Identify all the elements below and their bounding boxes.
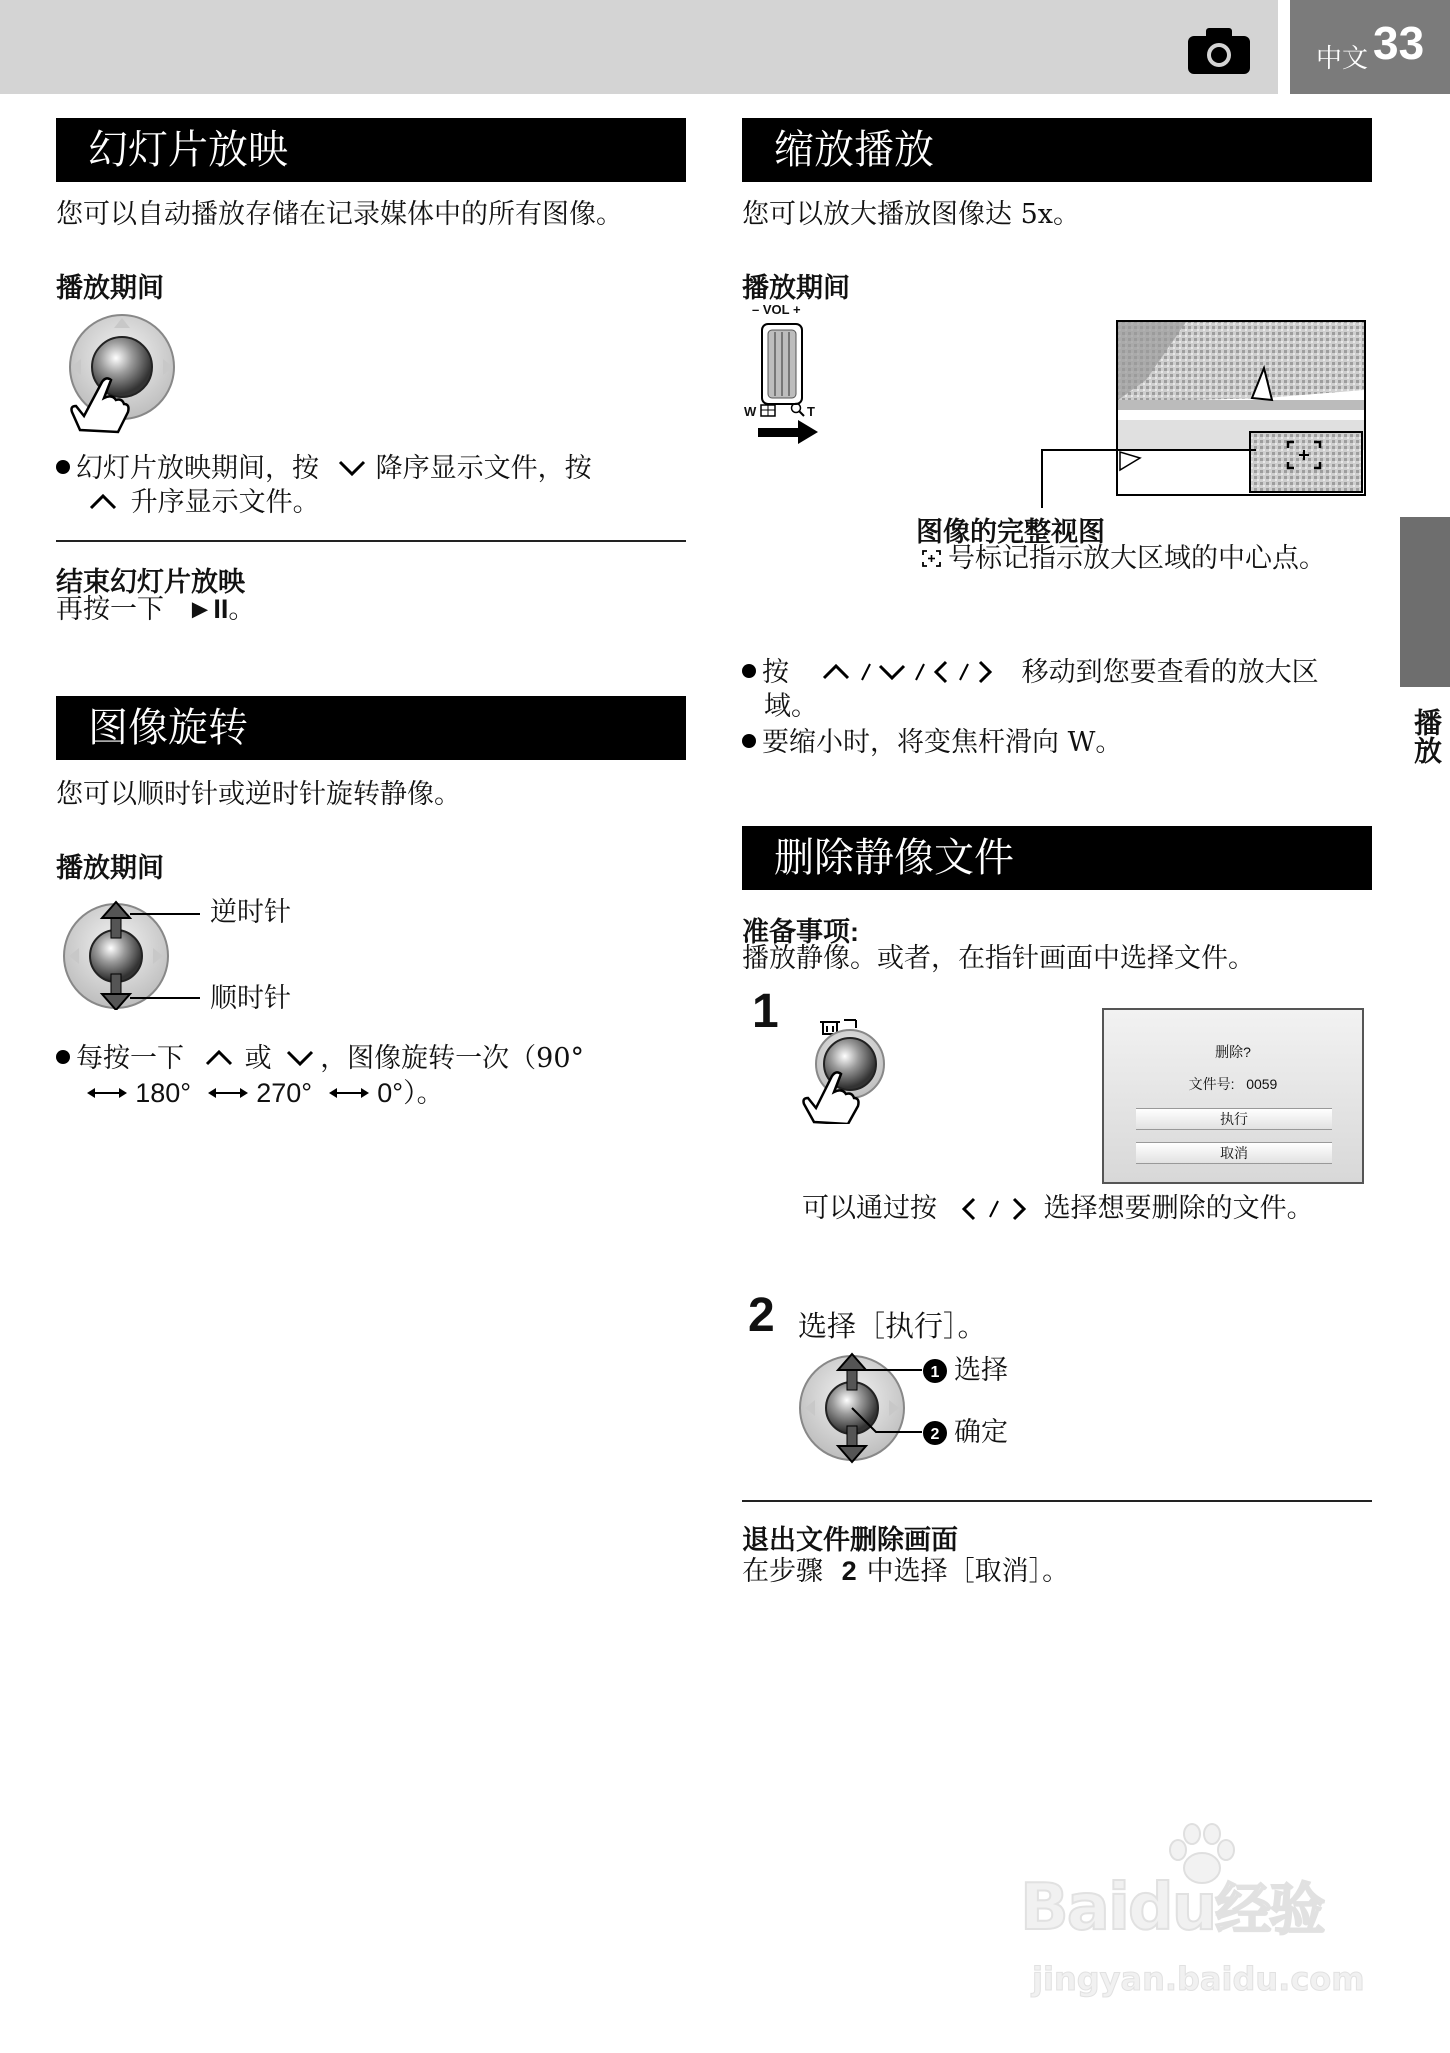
magnify-icon — [790, 402, 806, 418]
dialog-title: 删除? — [1215, 1044, 1251, 1060]
exit-heading: 退出文件删除画面 — [742, 1525, 958, 1555]
page-tab — [1290, 0, 1450, 94]
down-arrow-icon — [336, 457, 368, 479]
watermark-brand: Baidu经验 — [1020, 1871, 1324, 1945]
play-pause-icon: ►II — [186, 594, 229, 624]
label-clockwise: 顺时针 — [210, 983, 291, 1014]
prep-heading: 准备事项: — [742, 917, 859, 947]
rotate-bullet: 每按一下 或 ，图像旋转一次（90° 180° 270° 0°）。 — [56, 1042, 696, 1111]
zoom-bullet-1: 按 移动到您要查看的放大区 域。 — [742, 656, 1382, 724]
double-arrow-icon — [87, 1086, 127, 1100]
section-title-zoom: 缩放播放 — [742, 118, 1372, 182]
down-arrow-icon — [284, 1047, 316, 1069]
double-arrow-icon — [208, 1086, 248, 1100]
divider — [56, 540, 686, 542]
full-view-text: 号标记指示放大区域的中心点。 — [922, 542, 1326, 576]
divider — [742, 1500, 1372, 1502]
slideshow-during-heading: 播放期间 — [56, 273, 164, 303]
up-arrow-icon — [87, 491, 119, 513]
label-confirm: 确定 — [954, 1417, 1008, 1448]
prep-text: 播放静像。或者，在指针画面中选择文件。 — [742, 943, 1255, 974]
camera-icon — [1186, 26, 1252, 76]
slideshow-intro: 您可以自动播放存储在记录媒体中的所有图像。 — [56, 199, 623, 230]
full-view-heading: 图像的完整视图 — [916, 517, 1105, 547]
zoom-lever-icon — [760, 322, 806, 406]
grid-icon — [760, 404, 778, 418]
zoom-wide-label: W — [744, 404, 757, 419]
joystick-up-down-icon — [60, 900, 210, 1010]
language-label: 中文 — [1316, 43, 1369, 73]
bullet-dot — [742, 734, 756, 748]
number-1-badge — [922, 1358, 948, 1384]
step-2-text: 选择［执行］。 — [798, 1311, 987, 1343]
callout-line — [1040, 440, 1258, 510]
section-title-delete: 删除静像文件 — [742, 826, 1372, 890]
side-tab — [1400, 517, 1450, 687]
four-way-arrows-icon — [812, 660, 1008, 684]
rotate-during-heading: 播放期间 — [56, 853, 164, 883]
label-counterclockwise: 逆时针 — [210, 897, 291, 928]
joystick-select-confirm-icon — [796, 1350, 936, 1466]
step-2-number: 2 — [748, 1289, 775, 1342]
dialog-execute-button[interactable]: 执行 — [1136, 1108, 1332, 1130]
delete-button-press-icon — [800, 1010, 900, 1124]
left-right-arrows-icon — [960, 1197, 1030, 1221]
bullet-dot — [56, 460, 70, 474]
bullet-dot — [56, 1050, 70, 1064]
delete-confirm-dialog — [1102, 1008, 1364, 1184]
number-2-badge — [922, 1420, 948, 1446]
up-arrow-icon — [203, 1047, 235, 1069]
zoom-intro: 您可以放大播放图像达 5x。 — [742, 199, 1080, 230]
dialog-cancel-button[interactable]: 取消 — [1136, 1142, 1332, 1164]
double-arrow-icon — [329, 1086, 369, 1100]
slideshow-bullet: 幻灯片放映期间，按 降序显示文件，按 升序显示文件。 — [56, 452, 696, 520]
zoom-tele-label: T — [807, 404, 815, 419]
vol-label: – VOL + — [752, 302, 801, 317]
joystick-press-icon — [62, 312, 192, 442]
baidu-watermark-logo — [1020, 1820, 1380, 2020]
exit-text: 在步骤 2 中选择［取消］。 — [742, 1556, 1070, 1587]
page-number: 33 — [1373, 17, 1425, 69]
svg-text:1: 1 — [930, 1364, 940, 1381]
section-title-slideshow: 幻灯片放映 — [56, 118, 686, 182]
arrow-right-icon — [758, 420, 818, 444]
dialog-file-number: 文件号: 0059 — [1188, 1076, 1278, 1092]
side-tab-label: 播放 — [1411, 708, 1442, 764]
header-band — [0, 0, 1278, 94]
bullet-dot — [742, 664, 756, 678]
slideshow-end-text: 再按一下 ►II。 — [56, 594, 256, 625]
step-1-number: 1 — [752, 985, 779, 1038]
svg-text:2: 2 — [930, 1426, 940, 1443]
section-title-rotate: 图像旋转 — [56, 696, 686, 760]
zoom-center-icon — [922, 550, 942, 568]
rotate-intro: 您可以顺时针或逆时针旋转静像。 — [56, 779, 461, 810]
zoom-during-heading: 播放期间 — [742, 273, 850, 303]
watermark-url: jingyan.baidu.com — [1032, 1960, 1365, 1998]
slideshow-end-heading: 结束幻灯片放映 — [56, 567, 245, 597]
step-1-note: 可以通过按 选择想要删除的文件。 — [802, 1193, 1314, 1224]
label-select: 选择 — [954, 1355, 1008, 1386]
zoom-bullet-2: 要缩小时，将变焦杆滑向 W。 — [742, 726, 1122, 760]
